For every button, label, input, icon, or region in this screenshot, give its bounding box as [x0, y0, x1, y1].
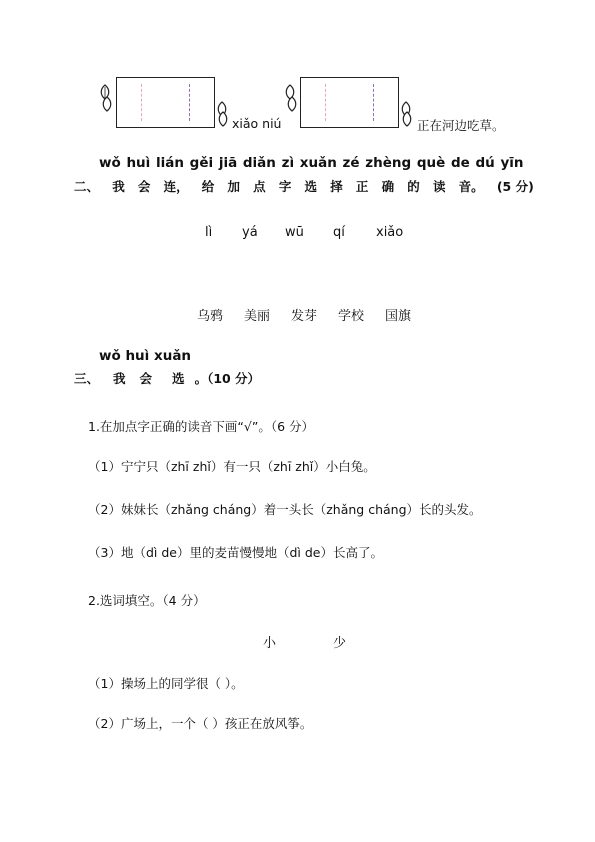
q1-item: （1）宁宁只（zhī zhǐ）有一只（zhī zhǐ）小白兔。: [88, 459, 376, 474]
leaf-icon: [401, 111, 413, 127]
pinyin-option[interactable]: wū: [285, 225, 304, 240]
tianzi-box[interactable]: [300, 77, 399, 128]
q1-item: （2）妹妹长（zhǎng cháng）着一头长（zhǎng cháng）长的头发。: [88, 502, 482, 517]
pinyin-option[interactable]: xiǎo: [376, 225, 404, 240]
tianzi-box[interactable]: [116, 77, 215, 128]
section2-title: 二、 我 会 连， 给 加 点 字 选 择 正 确 的 读 音。 (5 分): [74, 179, 534, 194]
word-choice: 小: [263, 636, 277, 651]
word-choice: 少: [333, 636, 347, 651]
word-option[interactable]: 美丽: [244, 309, 271, 324]
leaf-icon: [217, 111, 229, 127]
word-option[interactable]: 国旗: [385, 309, 412, 324]
section3-title: 三、 我 会 选 。（10 分）: [74, 371, 261, 386]
word-option[interactable]: 乌鸦: [197, 309, 224, 324]
q2-item: （2）广场上，一个（ ）孩正在放风筝。: [88, 716, 313, 731]
word-option[interactable]: 学校: [338, 309, 365, 324]
pinyin-option[interactable]: lì: [205, 225, 213, 240]
sentence-end: 正在河边吃草。: [417, 118, 505, 133]
pinyin-option[interactable]: yá: [242, 225, 258, 240]
q2-title: 2.选词填空。（4 分）: [88, 593, 206, 608]
word-option[interactable]: 发芽: [291, 309, 318, 324]
pinyin-xiaoniu: xiǎo niú: [232, 116, 282, 131]
section2-pinyin: wǒ huì lián gěi jiā diǎn zì xuǎn zé zhèng què de dú yīn: [99, 155, 524, 171]
leaf-icon: [286, 96, 298, 112]
q1-item: （3）地（dì de）里的麦苗慢慢地（dì de）长高了。: [88, 545, 383, 560]
q1-title: 1.在加点字正确的读音下画“√”。（6 分）: [88, 419, 315, 434]
q2-item: （1）操场上的同学很（ ）。: [88, 676, 244, 691]
pinyin-option[interactable]: qí: [333, 225, 345, 240]
leaf-icon: [101, 96, 113, 112]
section3-pinyin: wǒ huì xuǎn: [99, 348, 192, 364]
